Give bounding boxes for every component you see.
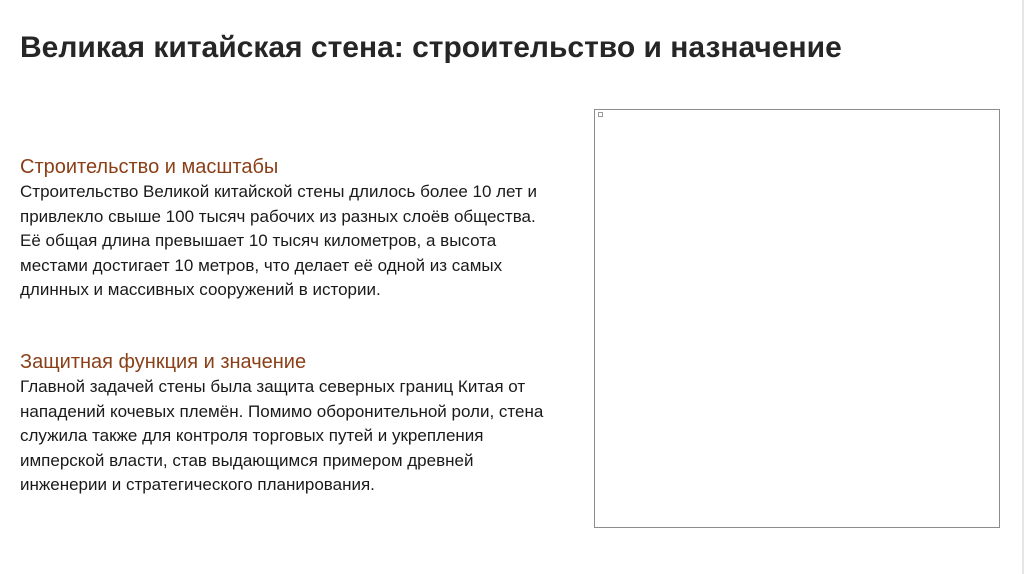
image-placeholder bbox=[594, 109, 1000, 528]
section-body: Строительство Великой китайской стены длилось более 10 лет и привлекло свыше 100 тысяч рабочих из разных слоёв общества. Её общая длина превышает 10 тысяч километров, а высота местами достигает 10 метров, что делает её одной из самых длинных и массивных сооружений в истории. bbox=[20, 182, 537, 299]
section-construction bbox=[20, 154, 580, 303]
section-defense bbox=[20, 349, 580, 498]
section-body: Главной задачей стены была защита северных границ Китая от нападений кочевых племён. Помимо оборонительной роли, стена служила также для контроля торговых путей и укрепления имперской власти, став выдающимся примером древней инженерии и стратегического планирования. bbox=[20, 377, 544, 494]
broken-image-icon bbox=[598, 112, 603, 117]
section-heading: Защитная функция и значение bbox=[20, 351, 307, 373]
section-heading: Строительство и масштабы bbox=[20, 156, 279, 178]
slide-title: Великая китайская стена: строительство и назначение bbox=[20, 31, 842, 64]
